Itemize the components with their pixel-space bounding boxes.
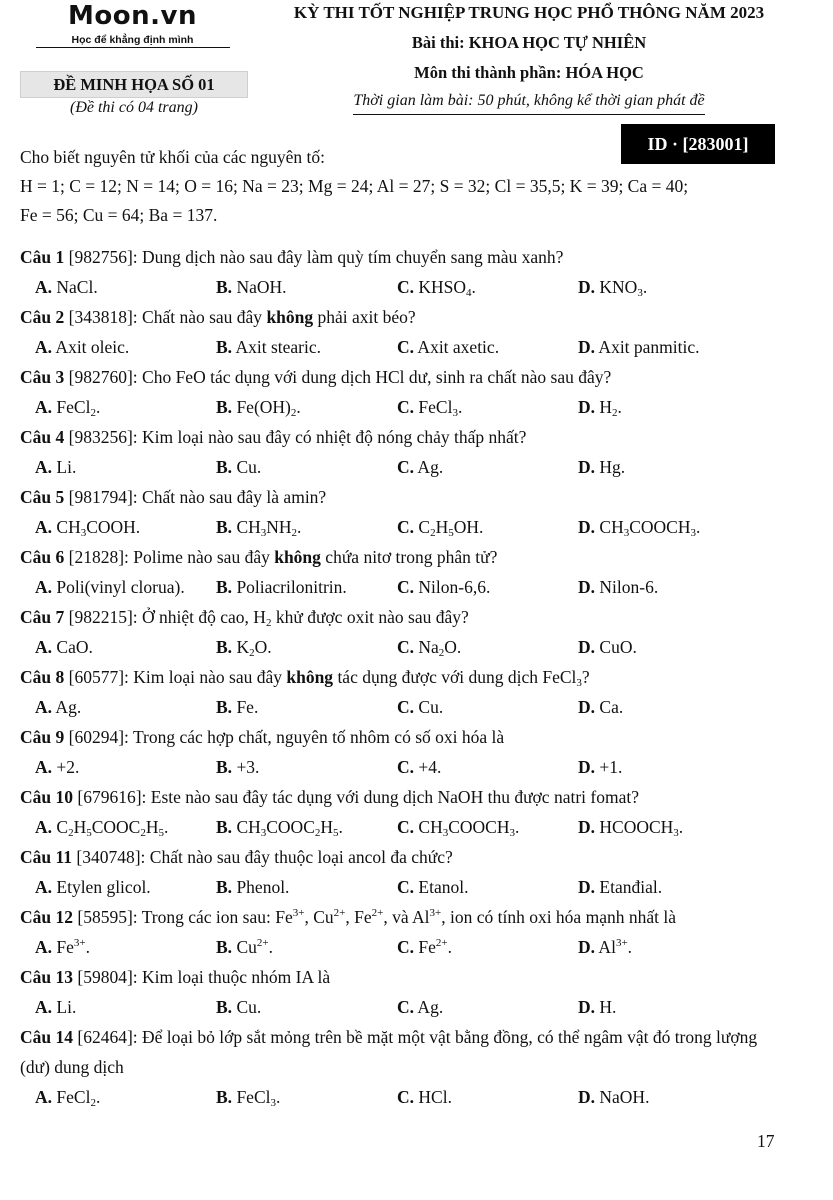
question-number: Câu 5 (20, 487, 65, 507)
answer-option-b (216, 512, 397, 542)
question-11 (20, 842, 820, 902)
answer-option-b (216, 692, 397, 722)
de-label: ĐỀ MINH HỌA SỐ 01 (20, 71, 248, 98)
answer-option-c (397, 572, 578, 602)
answer-option-a (35, 812, 216, 842)
question-5 (20, 482, 820, 542)
option-letter: D. (578, 577, 596, 597)
question-text: [60577]: Kim loại nào sau đây không tác dụng được với dung dịch FeCl$_3$? (64, 667, 590, 689)
option-letter: B. (216, 397, 233, 417)
answer-options (20, 392, 820, 422)
answer-option-c (397, 1082, 578, 1112)
option-letter: B. (216, 937, 233, 957)
answer-option-b (216, 452, 397, 482)
answer-option-a (35, 1082, 216, 1112)
option-letter: A. (35, 877, 53, 897)
answer-options (20, 512, 820, 542)
answer-option-c (397, 992, 578, 1022)
answer-option-a (35, 692, 216, 722)
pages-note: (Đề thi có 04 trang) (70, 99, 198, 116)
answer-option-d (578, 512, 759, 542)
option-text: $CH_3COOCH_3$. (595, 517, 701, 539)
option-letter: C. (397, 937, 415, 957)
option-text: HCl. (414, 1087, 452, 1107)
option-text: $Al^{3+}$. (595, 937, 633, 957)
answer-option-c (397, 752, 578, 782)
answer-option-d (578, 932, 759, 962)
question-stem (20, 422, 820, 452)
question-text: [982760]: Cho FeO tác dụng với dung dịch HCl dư, sinh ra chất nào sau đây? (64, 367, 612, 387)
logo-underline (36, 47, 230, 48)
option-text: Etanol. (414, 877, 469, 897)
question-13 (20, 962, 820, 1022)
question-text: [58595]: Trong các ion sau: $Fe^{3+}$, $Cu^{2+}$, $Fe^{2+}$, và $Al^{3+}$, ion có tính oxi hóa mạnh nhất là (73, 907, 676, 927)
option-text: Fe. (232, 697, 259, 717)
option-letter: C. (397, 817, 415, 837)
option-text: $CH_3COOCH_3$. (414, 817, 520, 839)
option-text: CaO. (52, 637, 93, 657)
option-letter: B. (216, 997, 233, 1017)
question-number: Câu 7 (20, 607, 65, 627)
option-letter: A. (35, 937, 53, 957)
answer-option-d (578, 272, 759, 302)
question-stem (20, 902, 820, 932)
option-letter: B. (216, 817, 233, 837)
answer-option-d (578, 392, 759, 422)
answer-option-b (216, 332, 397, 362)
question-stem (20, 842, 820, 872)
question-text: [59804]: Kim loại thuộc nhóm IA là (73, 967, 331, 987)
option-letter: A. (35, 577, 53, 597)
answer-option-d (578, 692, 759, 722)
answer-option-c (397, 932, 578, 962)
intro-line-1: Cho biết nguyên tử khối của các nguyên tố: (20, 147, 325, 167)
question-number: Câu 3 (20, 367, 65, 387)
question-text: [981794]: Chất nào sau đây là amin? (64, 487, 327, 507)
answer-option-c (397, 332, 578, 362)
option-letter: D. (578, 997, 596, 1017)
option-text: $C_2H_5COOC_2H_5$. (52, 817, 169, 839)
question-text: [62464]: Để loại bỏ lớp sắt mỏng trên bề mặt một vật bằng đồng, có thể ngâm vật đó trong lượng (dư) dung dịch (20, 1027, 758, 1077)
option-letter: C. (397, 997, 415, 1017)
option-text: NaOH. (595, 1087, 650, 1107)
question-text: [982215]: Ở nhiệt độ cao, $H_2$ khử được oxit nào sau đây? (64, 607, 469, 629)
option-text: +3. (232, 757, 260, 777)
option-text: CuO. (595, 637, 637, 657)
answer-option-b (216, 632, 397, 662)
logo-text: Moon.vn (68, 1, 197, 31)
question-10 (20, 782, 820, 842)
option-letter: D. (578, 277, 596, 297)
question-number: Câu 11 (20, 847, 73, 867)
answer-option-c (397, 392, 578, 422)
option-text: NaCl. (52, 277, 98, 297)
intro-line-2: H = 1; C = 12; N = 14; O = 16; Na = 23; Mg = 24; Al = 27; S = 32; Cl = 35,5; K = 39; Ca = 40; (20, 176, 689, 196)
answer-option-d (578, 452, 759, 482)
option-letter: A. (35, 457, 53, 477)
option-text: H. (595, 997, 617, 1017)
option-letter: D. (578, 517, 596, 537)
answer-option-c (397, 632, 578, 662)
option-letter: D. (578, 637, 596, 657)
logo-slogan: Học để khẳng định mình (71, 34, 194, 46)
answer-option-c (397, 272, 578, 302)
option-text: FeCl$_2$. (52, 397, 101, 419)
answer-option-b (216, 572, 397, 602)
page-number: 17 (757, 1131, 775, 1151)
answer-option-d (578, 632, 759, 662)
answer-option-d (578, 1082, 759, 1112)
option-text: Axit panmitic. (595, 337, 700, 357)
option-letter: C. (397, 637, 415, 657)
option-text: Ag. (414, 457, 444, 477)
answer-options (20, 992, 820, 1022)
answer-options (20, 632, 820, 662)
option-letter: D. (578, 397, 596, 417)
question-number: Câu 12 (20, 907, 73, 927)
question-stem (20, 782, 820, 812)
answer-options (20, 1082, 820, 1112)
question-stem (20, 1022, 780, 1082)
option-text: NaOH. (232, 277, 287, 297)
question-stem (20, 542, 820, 572)
option-text: Cu. (232, 997, 262, 1017)
question-4 (20, 422, 820, 482)
option-letter: A. (35, 277, 53, 297)
answer-option-c (397, 512, 578, 542)
option-text: Axit stearic. (232, 337, 321, 357)
answer-option-d (578, 812, 759, 842)
subject-name: Môn thi thành phần: HÓA HỌC (414, 63, 644, 82)
option-text: $Cu^{2+}$. (232, 937, 273, 957)
option-text: Nilon-6,6. (414, 577, 491, 597)
option-letter: C. (397, 337, 415, 357)
answer-option-b (216, 272, 397, 302)
option-text: Phenol. (232, 877, 290, 897)
question-3 (20, 362, 820, 422)
option-letter: D. (578, 457, 596, 477)
answer-option-c (397, 812, 578, 842)
question-6 (20, 542, 820, 602)
question-number: Câu 2 (20, 307, 65, 327)
option-text: $CH_3COOC_2H_5$. (232, 817, 343, 839)
option-letter: D. (578, 817, 596, 837)
answer-option-b (216, 872, 397, 902)
option-letter: B. (216, 337, 233, 357)
option-letter: B. (216, 757, 233, 777)
answer-option-a (35, 572, 216, 602)
option-letter: A. (35, 817, 53, 837)
answer-options (20, 752, 820, 782)
option-letter: C. (397, 697, 415, 717)
exam-header (255, 2, 803, 115)
question-text: [982756]: Dung dịch nào sau đây làm quỳ tím chuyển sang màu xanh? (64, 247, 564, 267)
question-7 (20, 602, 820, 662)
answer-option-a (35, 992, 216, 1022)
answer-option-c (397, 692, 578, 722)
option-letter: C. (397, 577, 415, 597)
answer-option-a (35, 632, 216, 662)
moon-logo (30, 2, 235, 46)
option-letter: C. (397, 757, 415, 777)
question-stem (20, 362, 820, 392)
option-letter: A. (35, 397, 53, 417)
answer-option-b (216, 752, 397, 782)
answer-option-b (216, 812, 397, 842)
answer-options (20, 572, 820, 602)
answer-option-b (216, 992, 397, 1022)
option-text: Axit axetic. (414, 337, 500, 357)
option-text: $Fe(OH)_2$. (232, 397, 301, 419)
question-number: Câu 4 (20, 427, 65, 447)
answer-option-a (35, 272, 216, 302)
option-letter: D. (578, 697, 596, 717)
option-letter: B. (216, 1087, 233, 1107)
option-text: Hg. (595, 457, 626, 477)
answer-option-a (35, 932, 216, 962)
option-text: Poli(vinyl clorua). (52, 577, 185, 597)
question-number: Câu 9 (20, 727, 65, 747)
option-letter: C. (397, 397, 415, 417)
question-2 (20, 302, 820, 362)
option-letter: C. (397, 877, 415, 897)
question-stem (20, 482, 820, 512)
question-12 (20, 902, 820, 962)
answer-options (20, 932, 820, 962)
option-letter: A. (35, 337, 53, 357)
option-letter: B. (216, 637, 233, 657)
option-text: Cu. (414, 697, 444, 717)
option-letter: C. (397, 1087, 415, 1107)
question-number: Câu 8 (20, 667, 65, 687)
option-text: $K_2O$. (232, 637, 272, 659)
option-text: Etanđial. (595, 877, 663, 897)
option-letter: A. (35, 517, 53, 537)
question-14 (20, 1022, 820, 1112)
answer-options (20, 332, 820, 362)
question-9 (20, 722, 820, 782)
question-stem (20, 242, 820, 272)
option-letter: C. (397, 517, 415, 537)
answer-option-b (216, 392, 397, 422)
option-text: +4. (414, 757, 442, 777)
answer-option-a (35, 332, 216, 362)
option-text: $H_2$. (595, 397, 622, 419)
option-text: FeCl$_3$. (232, 1087, 281, 1109)
question-number: Câu 14 (20, 1027, 73, 1047)
option-text: Li. (52, 997, 77, 1017)
answer-options (20, 872, 820, 902)
option-text: $CH_3NH_2$. (232, 517, 302, 539)
option-letter: A. (35, 697, 53, 717)
question-list (20, 242, 820, 1112)
option-letter: A. (35, 1087, 53, 1107)
option-letter: C. (397, 457, 415, 477)
answer-option-a (35, 872, 216, 902)
option-letter: D. (578, 937, 596, 957)
option-text: Cu. (232, 457, 262, 477)
id-badge: ID · [283001] (621, 124, 775, 164)
question-1 (20, 242, 820, 302)
option-letter: A. (35, 637, 53, 657)
option-text: $C_2H_5OH$. (414, 517, 484, 539)
option-text: Li. (52, 457, 77, 477)
option-text: Nilon-6. (595, 577, 659, 597)
option-text: Ca. (595, 697, 624, 717)
answer-option-d (578, 572, 759, 602)
answer-options (20, 272, 820, 302)
time-note: Thời gian làm bài: 50 phút, không kể thời gian phát đề (353, 90, 704, 115)
question-text: [983256]: Kim loại nào sau đây có nhiệt độ nóng chảy thấp nhất? (64, 427, 527, 447)
atomic-mass-intro (20, 143, 820, 230)
option-letter: B. (216, 877, 233, 897)
option-letter: D. (578, 757, 596, 777)
question-stem (20, 302, 820, 332)
intro-line-3: Fe = 56; Cu = 64; Ba = 137. (20, 205, 218, 225)
option-letter: A. (35, 997, 53, 1017)
option-text: +2. (52, 757, 80, 777)
option-text: FeCl$_3$. (414, 397, 463, 419)
answer-option-a (35, 392, 216, 422)
question-8 (20, 662, 820, 722)
option-letter: D. (578, 337, 596, 357)
answer-option-c (397, 452, 578, 482)
option-text: FeCl$_2$. (52, 1087, 101, 1109)
question-stem (20, 722, 820, 752)
question-text: [60294]: Trong các hợp chất, nguyên tố nhôm có số oxi hóa là (64, 727, 505, 747)
answer-option-b (216, 932, 397, 962)
answer-option-a (35, 512, 216, 542)
answer-options (20, 812, 820, 842)
option-text: $KHSO_4$. (414, 277, 476, 299)
option-letter: B. (216, 697, 233, 717)
option-letter: B. (216, 277, 233, 297)
answer-option-d (578, 872, 759, 902)
question-stem (20, 962, 820, 992)
answer-option-b (216, 1082, 397, 1112)
answer-option-c (397, 872, 578, 902)
answer-options (20, 692, 820, 722)
option-letter: A. (35, 757, 53, 777)
question-text: [343818]: Chất nào sau đây không phải axit béo? (64, 307, 416, 327)
answer-option-d (578, 332, 759, 362)
test-name: Bài thi: KHOA HỌC TỰ NHIÊN (411, 33, 647, 52)
option-letter: D. (578, 877, 596, 897)
answer-option-a (35, 752, 216, 782)
question-text: [679616]: Este nào sau đây tác dụng với dung dịch NaOH thu được natri fomat? (73, 787, 639, 807)
option-text: $KNO_3$. (595, 277, 648, 299)
question-stem (20, 602, 820, 632)
option-letter: B. (216, 517, 233, 537)
option-text: $CH_3COOH$. (52, 517, 141, 539)
answer-option-d (578, 752, 759, 782)
question-stem (20, 662, 820, 692)
option-text: Poliacrilonitrin. (232, 577, 347, 597)
option-text: Ag. (52, 697, 82, 717)
option-text: +1. (595, 757, 623, 777)
question-text: [340748]: Chất nào sau đây thuộc loại ancol đa chức? (72, 847, 453, 867)
option-letter: C. (397, 277, 415, 297)
option-text: Etylen glicol. (52, 877, 151, 897)
option-text: $Na_2O$. (414, 637, 462, 659)
option-text: Axit oleic. (52, 337, 130, 357)
question-number: Câu 1 (20, 247, 65, 267)
option-text: $HCOOCH_3$. (595, 817, 684, 839)
question-number: Câu 10 (20, 787, 73, 807)
answer-option-a (35, 452, 216, 482)
question-number: Câu 13 (20, 967, 73, 987)
option-letter: B. (216, 457, 233, 477)
option-letter: D. (578, 1087, 596, 1107)
option-text: $Fe^{3+}$. (52, 937, 90, 957)
exam-title: KỲ THI TỐT NGHIỆP TRUNG HỌC PHỔ THÔNG NĂM 2023 (293, 3, 765, 22)
option-text: Ag. (414, 997, 444, 1017)
question-number: Câu 6 (20, 547, 65, 567)
answer-option-d (578, 992, 759, 1022)
answer-options (20, 452, 820, 482)
question-text: [21828]: Polime nào sau đây không chứa nitơ trong phân tử? (64, 547, 498, 567)
option-text: $Fe^{2+}$. (414, 937, 452, 957)
option-letter: B. (216, 577, 233, 597)
